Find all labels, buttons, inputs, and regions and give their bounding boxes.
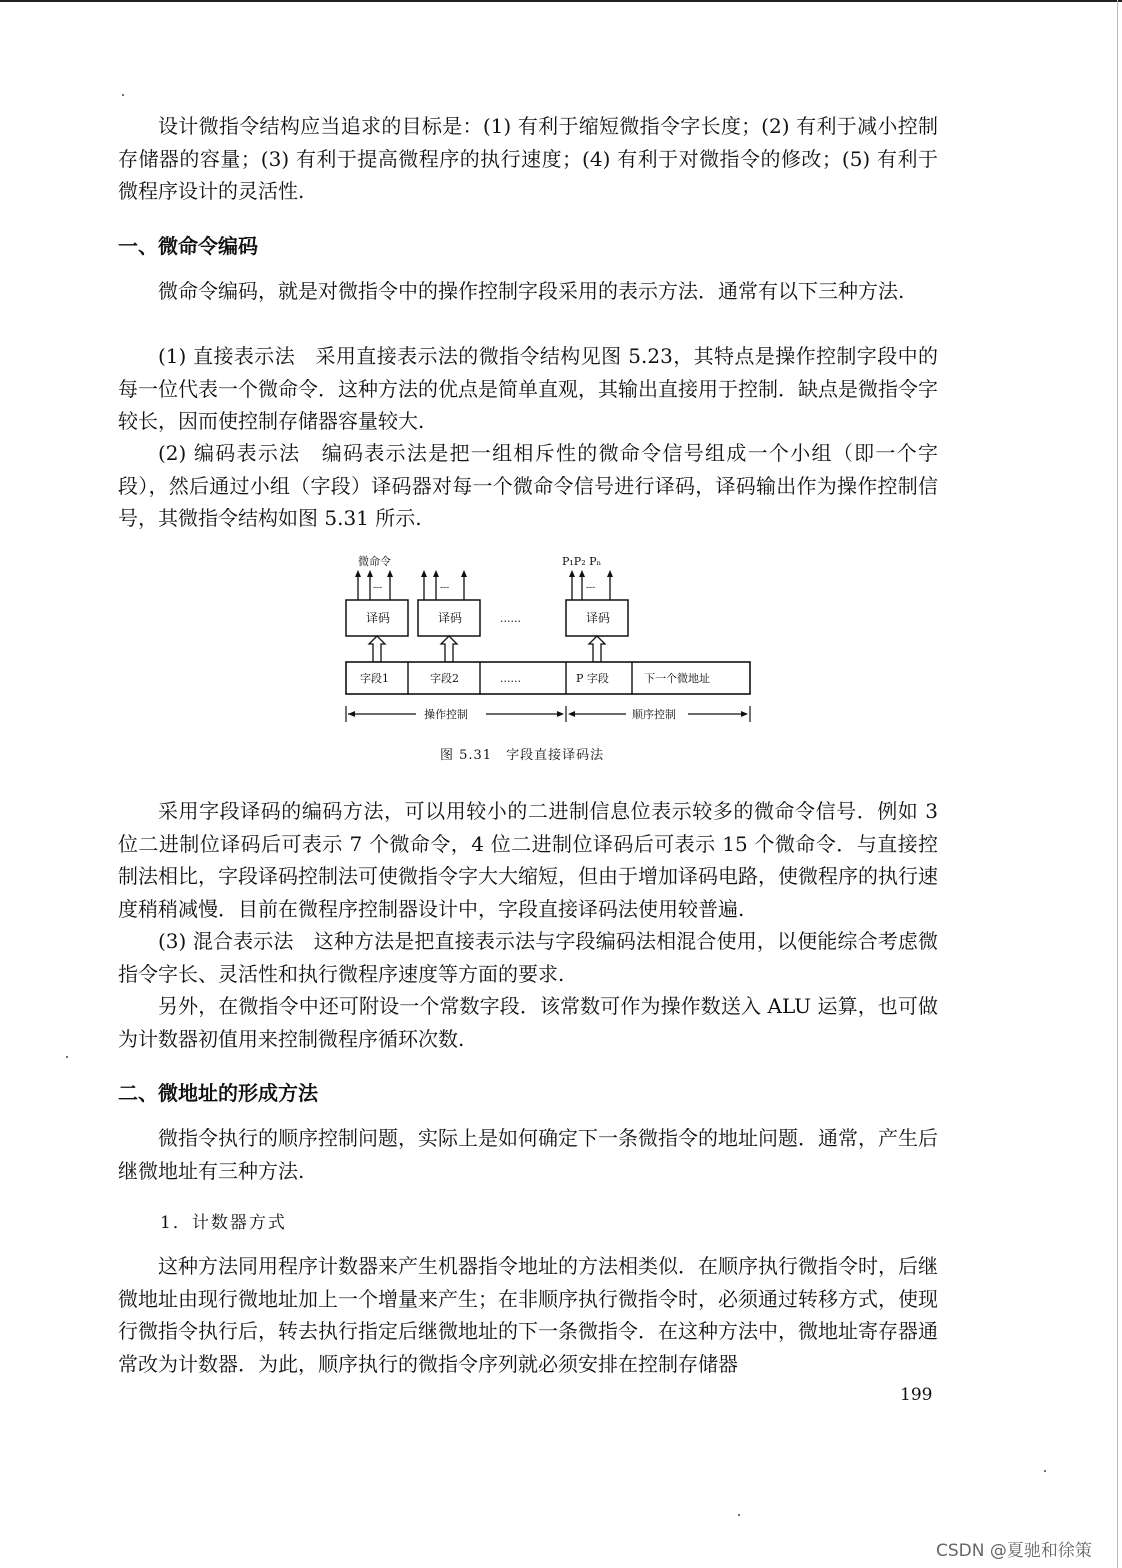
decoder-label-p: 译码 [586,611,611,625]
csdn-watermark: CSDN @夏驰和徐策 [936,1541,1092,1561]
hollow-arrows [369,636,605,662]
paragraph-counter-method: 这种方法同用程序计数器来产生机器指令地址的方法相类似．在顺序执行微指令时，后继微地址由现行微地址加上一个增量来产生；在非顺序执行微指令时，必须通过转移方式，使现行微指令执行后，转去执行指定后继微地址的下一条微指令．在这种方法中，微地址寄存器通常改为计数器．为此，顺序执行的微指令序列就必须安排在控制存储器 [118,1254,938,1376]
paragraph-intro: 设计微指令结构应当追求的目标是：(1) 有利于缩短微指令字长度；(2) 有利于减小控制存储器的容量；(3) 有利于提高微程序的执行速度；(4) 有利于对微指令的修改；(5) 有利于微程序设计的灵活性. [118,114,938,203]
span-label-sequence-control: 顺序控制 [632,708,676,721]
field-1-label: 字段1 [360,672,389,685]
speck [122,94,124,96]
page-top-border [0,0,1122,2]
field-p-label: P 字段 [576,672,609,685]
output-dots-1: --- [373,583,383,593]
next-address-label: 下一个微地址 [644,672,710,685]
output-arrows [358,574,610,600]
decoder-label-1: 译码 [366,611,391,625]
speck [66,1056,68,1058]
subheading-counter-method: 1．计数器方式 [160,1213,287,1233]
decoder-label-2: 译码 [438,611,463,625]
output-dots-3: --- [586,583,596,593]
paragraph-encoded-representation: (2) 编码表示法 编码表示法是把一组相斥性的微命令信号组成一个小组（即一个字段），然后通过小组（字段）译码器对每一个微命令信号进行译码，译码输出作为操作控制信号，其微指令结构如图 5.31 所示. [118,441,938,530]
figure-5-31-diagram [340,548,760,728]
figure-label-micro-command: 微命令 [358,555,391,568]
field-ellipsis: ...... [500,672,521,685]
speck [738,1514,740,1516]
paragraph-encoding-definition: 微命令编码，就是对微指令中的操作控制字段采用的表示方法．通常有以下三种方法. [158,279,905,303]
paragraph-mixed-representation: (3) 混合表示法 这种方法是把直接表示法与字段编码法相混合使用，以便能综合考虑微指令字长、灵活性和执行微程序速度等方面的要求. [118,929,938,986]
page-number: 199 [900,1385,933,1405]
speck [1044,1470,1046,1472]
heading-micro-address-formation: 二、微地址的形成方法 [118,1081,318,1105]
paragraph-direct-representation: (1) 直接表示法 采用直接表示法的微指令结构见图 5.23，其特点是操作控制字段中的每一位代表一个微命令．这种方法的优点是简单直观，其输出直接用于控制．缺点是微指令字较长，因而使控制存储器容量较大. [118,344,938,433]
figure-label-p-outputs: P₁P₂ Pₙ [562,555,602,568]
paragraph-constant-field: 另外，在微指令中还可附设一个常数字段．该常数可作为操作数送入 ALU 运算，也可做为计数器初值用来控制微程序循环次数. [118,994,938,1051]
span-label-operation-control: 操作控制 [424,708,468,721]
decoder-ellipsis: ...... [500,612,521,625]
heading-micro-command-encoding: 一、微命令编码 [118,234,258,258]
paragraph-field-decoding: 采用字段译码的编码方法，可以用较小的二进制信息位表示较多的微命令信号．例如 3 位二进制位译码后可表示 7 个微命令，4 位二进制位译码后可表示 15 个微命令．与直接控制法相比，字段译码控制法可使微指令字大大缩短，但由于增加译码电路，使微程序的执行速度稍稍减慢．目前在微程序控制器设计中，字段直接译码法使用较普遍. [118,799,938,921]
output-dots-2: --- [440,583,450,593]
page-right-border [1117,0,1118,1568]
span-markers [346,706,750,722]
paragraph-sequence-control: 微指令执行的顺序控制问题，实际上是如何确定下一条微指令的地址问题．通常，产生后继微地址有三种方法. [118,1126,938,1183]
figure-caption: 图 5.31 字段直接译码法 [440,748,605,763]
field-2-label: 字段2 [430,672,459,685]
arrow-heads [355,570,613,577]
